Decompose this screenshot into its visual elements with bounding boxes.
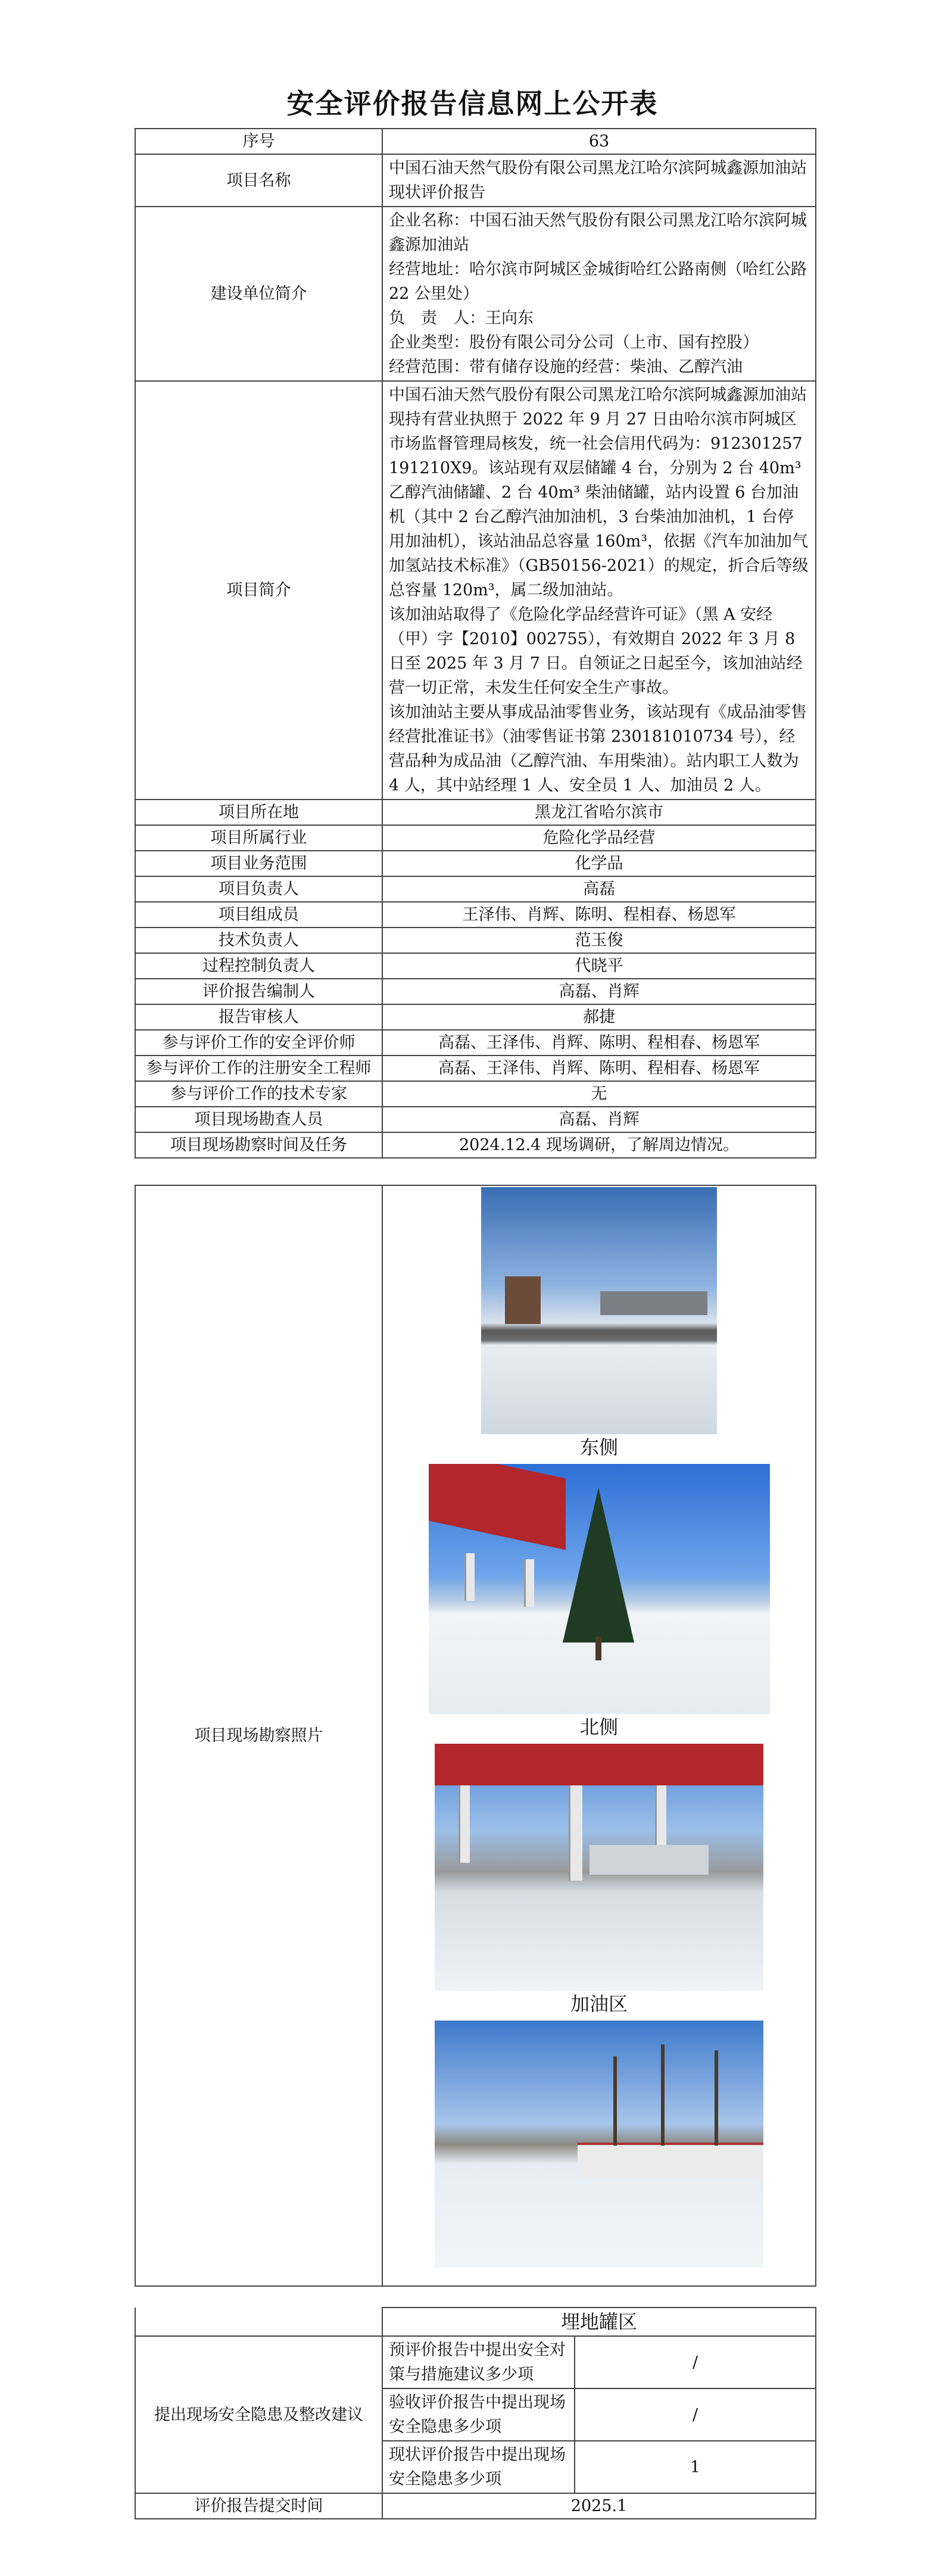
row-value: 中国石油天然气股份有限公司黑龙江哈尔滨阿城鑫源加油站现状评价报告 — [382, 154, 816, 207]
row-value: 化学品 — [382, 851, 816, 876]
row-label: 项目负责人 — [135, 876, 382, 902]
table-row — [135, 928, 816, 953]
table-row — [135, 129, 816, 154]
table-row — [135, 902, 816, 928]
photo-caption: 加油区 — [570, 1993, 628, 2015]
company-address: 经营地址：哈尔滨市阿城区金城街哈红公路南侧（哈红公路 22 公里处） — [389, 260, 807, 303]
hazard-value: / — [575, 2388, 816, 2441]
table-row — [135, 2336, 816, 2388]
row-label: 项目现场勘查人员 — [135, 1107, 382, 1132]
table-row — [135, 851, 816, 876]
row-value: 63 — [382, 129, 816, 154]
info-table — [135, 128, 816, 1159]
row-label: 项目简介 — [135, 381, 382, 800]
row-label: 项目名称 — [135, 154, 382, 207]
company-type: 企业类型：股份有限公司分公司（上市、国有控股） — [389, 333, 759, 352]
company-head: 负 责 人：王向东 — [389, 309, 534, 327]
photo-tank-area — [435, 2021, 763, 2268]
table-row — [135, 154, 816, 207]
page-title: 安全评价报告信息网上公开表 — [286, 88, 659, 120]
photo-caption: 北侧 — [579, 1716, 618, 1738]
row-value: 高磊、肖辉 — [382, 979, 816, 1004]
hazard-question: 现状评价报告中提出现场安全隐患多少项 — [382, 2441, 575, 2493]
photo-caption: 东侧 — [579, 1436, 618, 1459]
table-row — [135, 876, 816, 902]
hazard-question: 验收评价报告中提出现场安全隐患多少项 — [382, 2388, 575, 2441]
hazard-question: 预评价报告中提出安全对策与措施建议多少项 — [382, 2336, 575, 2388]
row-label: 评价报告编制人 — [135, 979, 382, 1004]
row-value: 2024.12.4 现场调研，了解周边情况。 — [382, 1132, 816, 1158]
row-value: 高磊、王泽伟、肖辉、陈明、程相春、杨恩军 — [382, 1056, 816, 1081]
photo-cell — [382, 1185, 816, 2286]
company-name: 企业名称：中国石油天然气股份有限公司黑龙江哈尔滨阿城鑫源加油站 — [389, 211, 807, 254]
photo-north — [429, 1464, 770, 1714]
photo-fuel-area — [435, 1744, 763, 1991]
submit-label: 评价报告提交时间 — [135, 2493, 382, 2519]
row-label: 项目所属行业 — [135, 825, 382, 851]
hazard-value: / — [575, 2336, 816, 2388]
row-label: 建设单位简介 — [135, 207, 382, 381]
table-row — [135, 953, 816, 979]
row-label: 报告审核人 — [135, 1004, 382, 1030]
hazard-label: 提出现场安全隐患及整改建议 — [135, 2336, 382, 2493]
row-label: 项目组成员 — [135, 902, 382, 928]
table-row — [135, 800, 816, 825]
row-label: 参与评价工作的技术专家 — [135, 1081, 382, 1107]
table-row — [135, 1004, 816, 1030]
table-row — [135, 1081, 816, 1107]
row-value: 无 — [382, 1081, 816, 1107]
table-row — [135, 2308, 816, 2336]
table-row — [135, 1185, 816, 2286]
project-paragraph: 该加油站取得了《危险化学品经营许可证》（黑 A 安经（甲）字【2010】002755），有效期自 2022 年 3 月 8 日至 2025 年 3 月 7 日。自领证之日起至今，该加油站经营一切正常，未发生任何安全生产事故。 — [389, 605, 803, 697]
table-row — [135, 1132, 816, 1158]
company-scope: 经营范围：带有储存设施的经营：柴油、乙醇汽油 — [389, 358, 743, 376]
row-label: 项目业务范围 — [135, 851, 382, 876]
row-value: 黑龙江省哈尔滨市 — [382, 800, 816, 825]
project-paragraph: 该加油站主要从事成品油零售业务，该站现有《成品油零售经营批准证书》（油零售证书第 230181010734 号），经营品种为成品油（乙醇汽油、车用柴油）。站内职工人数为 4 人，其中站经理 1 人、安全员 1 人、加油员 2 人。 — [389, 703, 807, 795]
row-value: 高磊、王泽伟、肖辉、陈明、程相春、杨恩军 — [382, 1030, 816, 1056]
table-row — [135, 1056, 816, 1081]
row-label: 序号 — [135, 129, 382, 154]
photo-section-label: 项目现场勘察照片 — [135, 1185, 382, 2286]
row-value: 危险化学品经营 — [382, 825, 816, 851]
photo-table — [135, 1185, 816, 2287]
row-value — [382, 207, 816, 381]
row-value: 高磊 — [382, 876, 816, 902]
row-label: 项目所在地 — [135, 800, 382, 825]
row-label: 参与评价工作的注册安全工程师 — [135, 1056, 382, 1081]
table-row — [135, 979, 816, 1004]
row-label: 项目现场勘察时间及任务 — [135, 1132, 382, 1158]
table-row — [135, 1030, 816, 1056]
submit-value: 2025.1 — [382, 2493, 816, 2519]
row-label: 过程控制负责人 — [135, 953, 382, 979]
table-row — [135, 207, 816, 381]
table-row — [135, 2493, 816, 2519]
row-value: 高磊、肖辉 — [382, 1107, 816, 1132]
row-value: 郝捷 — [382, 1004, 816, 1030]
photo-east — [481, 1187, 717, 1434]
row-value: 王泽伟、肖辉、陈明、程相春、杨恩军 — [382, 902, 816, 928]
row-label: 技术负责人 — [135, 928, 382, 953]
hazard-table — [135, 2307, 816, 2519]
row-value: 范玉俊 — [382, 928, 816, 953]
row-label: 参与评价工作的安全评价师 — [135, 1030, 382, 1056]
hazard-value: 1 — [575, 2441, 816, 2493]
table-row — [135, 381, 816, 800]
project-paragraph: 中国石油天然气股份有限公司黑龙江哈尔滨阿城鑫源加油站现持有营业执照于 2022 年 9 月 27 日由哈尔滨市阿城区市场监督管理局核发，统一社会信用代码为：912301257191210X9。该站现有双层储罐 4 台，分别为 2 台 40m³ 乙醇汽油储罐、2 台 40m³ 柴油储罐，站内设置 6 台加油机（其中 2 台乙醇汽油加油机，3 台柴油加油机，1 台停用加油机），该站油品总容量 160m³，依据《汽车加油加气加氢站技术标准》（GB50156-2021）的规定，折合后等级总容量 120m³，属二级加油站。 — [389, 386, 809, 599]
row-value: 代晓平 — [382, 953, 816, 979]
table-row — [135, 1107, 816, 1132]
table-row — [135, 825, 816, 851]
row-value — [382, 381, 816, 800]
photo-caption: 埋地罐区 — [382, 2308, 816, 2336]
